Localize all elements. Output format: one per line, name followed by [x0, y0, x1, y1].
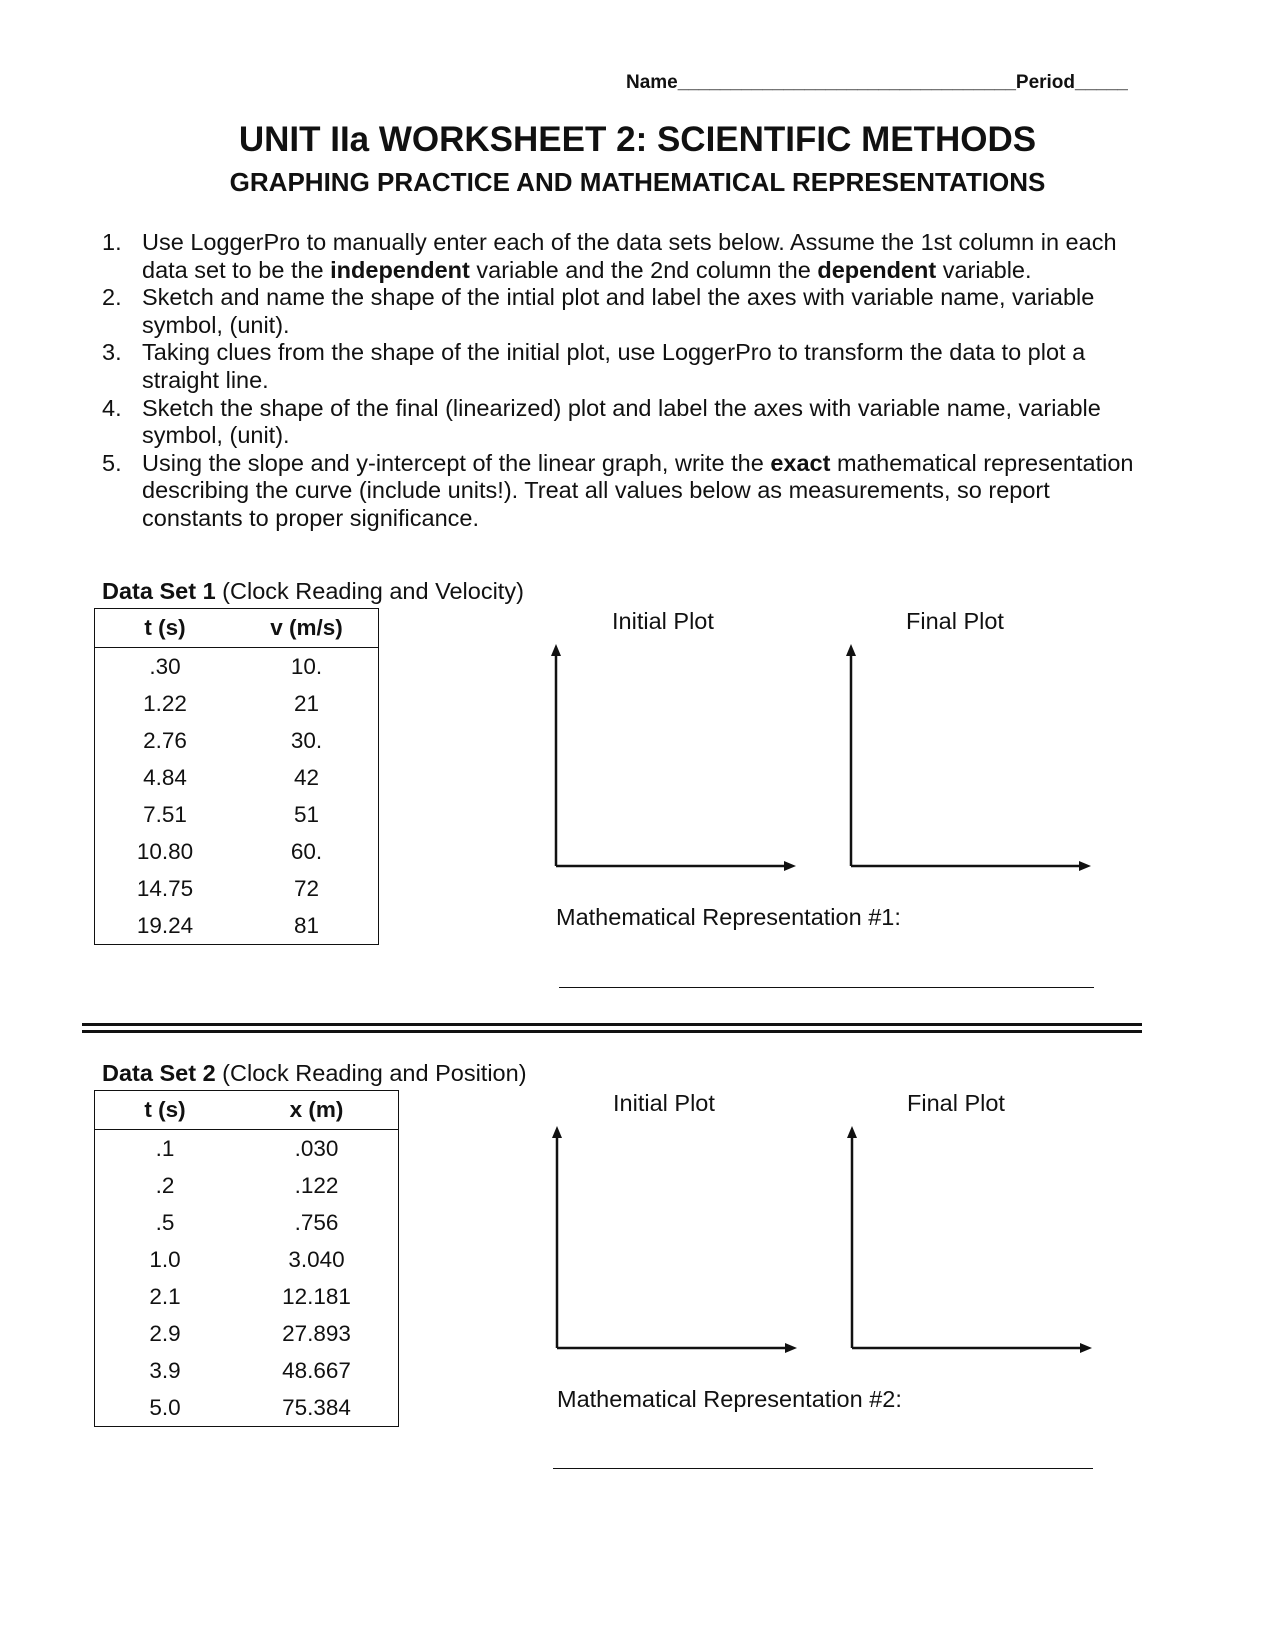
- worksheet-subtitle: GRAPHING PRACTICE AND MATHEMATICAL REPRESENTATIONS: [229, 167, 1046, 197]
- section-divider-top: [82, 1023, 1142, 1026]
- table-row: .5 .756: [155, 1209, 339, 1235]
- section-divider-bottom: [82, 1030, 1142, 1033]
- table-row: .1 .030: [155, 1135, 339, 1161]
- instruction-number: 4.: [102, 394, 122, 421]
- name-label: Name: [626, 72, 678, 93]
- period-label: Period: [1015, 72, 1076, 93]
- table-row: 5.0 75.384: [149, 1394, 351, 1420]
- instruction-text: Sketch the shape of the final (linearized) plot and label the axes with variable name, variable symbol, (unit).: [142, 394, 1101, 449]
- instruction-number: 2.: [102, 284, 122, 311]
- initial-plot-axes-2[interactable]: [549, 1124, 799, 1354]
- period-blank[interactable]: _____: [1075, 72, 1128, 93]
- instruction-item: [102, 229, 1142, 284]
- table-row: 7.51 51: [143, 801, 320, 827]
- instruction-number: 3.: [102, 339, 122, 366]
- table-row: 1.22 21: [143, 690, 320, 716]
- table-row: 2.76 30.: [143, 727, 323, 753]
- instruction-text: Use LoggerPro to manually enter each of the data sets below. Assume the 1st column in each data set to be the independent variable and the 2nd column the dependent variable.: [142, 229, 1117, 283]
- table-row: 2.1 12.181: [149, 1283, 351, 1309]
- table-header-row: [95, 1091, 399, 1130]
- instruction-item: [102, 284, 1142, 339]
- table-row: 19.24 81: [136, 912, 320, 938]
- table-row: 1.0 3.040: [149, 1246, 345, 1272]
- table-row: 10.80 60.: [136, 838, 323, 864]
- column-header: x (m): [235, 1091, 399, 1130]
- worksheet-title: UNIT IIa WORKSHEET 2: SCIENTIFIC METHODS: [238, 120, 1037, 159]
- data-set-1-title: Data Set 1 (Clock Reading and Velocity): [102, 578, 524, 604]
- instruction-text: Taking clues from the shape of the initial plot, use LoggerPro to transform the data to plot a straight line.: [142, 339, 1086, 393]
- table-row: .30 10.: [149, 653, 323, 679]
- data-set-1-table: [94, 608, 379, 945]
- table-header-row: [95, 609, 379, 648]
- table-row: .2 .122: [155, 1172, 339, 1198]
- final-plot-label: Final Plot: [907, 1090, 1005, 1116]
- math-representation-1-label: Mathematical Representation #1:: [556, 904, 901, 930]
- instruction-number: 1.: [102, 229, 122, 255]
- table-row: 2.9 27.893: [149, 1320, 351, 1346]
- instruction-item: [102, 339, 1142, 394]
- final-plot-axes-1[interactable]: [843, 642, 1093, 872]
- instruction-text: Sketch and name the shape of the intial plot and label the axes with variable name, variable symbol, (unit).: [142, 284, 1095, 338]
- instruction-number: 5.: [102, 449, 122, 476]
- instruction-text: Using the slope and y-intercept of the linear graph, write the exact mathematical representation describing the curve (include units!). Treat all values below as measurements, so report constants to proper significance.: [142, 449, 1134, 531]
- instruction-item: [102, 450, 1142, 533]
- final-plot-axes-2[interactable]: [844, 1124, 1094, 1354]
- table-row: 4.84 42: [143, 764, 320, 790]
- name-blank[interactable]: ________________________________: [677, 72, 1016, 93]
- table-row: 3.9 48.667: [149, 1357, 351, 1383]
- name-period-header: [626, 72, 1128, 94]
- data-set-2-table: [94, 1090, 399, 1427]
- math-representation-1-answer-line[interactable]: [559, 987, 1094, 988]
- instruction-item: [102, 395, 1142, 450]
- instructions-list: [102, 229, 1142, 533]
- initial-plot-label: Initial Plot: [613, 1090, 715, 1116]
- initial-plot-label: Initial Plot: [612, 608, 714, 634]
- data-set-2-title: Data Set 2 (Clock Reading and Position): [102, 1060, 527, 1086]
- column-header: v (m/s): [235, 609, 379, 648]
- final-plot-label: Final Plot: [906, 608, 1004, 634]
- column-header: t (s): [95, 1091, 236, 1130]
- table-row: 14.75 72: [136, 875, 320, 901]
- math-representation-2-answer-line[interactable]: [553, 1468, 1093, 1469]
- math-representation-2-label: Mathematical Representation #2:: [557, 1386, 902, 1412]
- column-header: t (s): [95, 609, 236, 648]
- initial-plot-axes-1[interactable]: [548, 642, 798, 872]
